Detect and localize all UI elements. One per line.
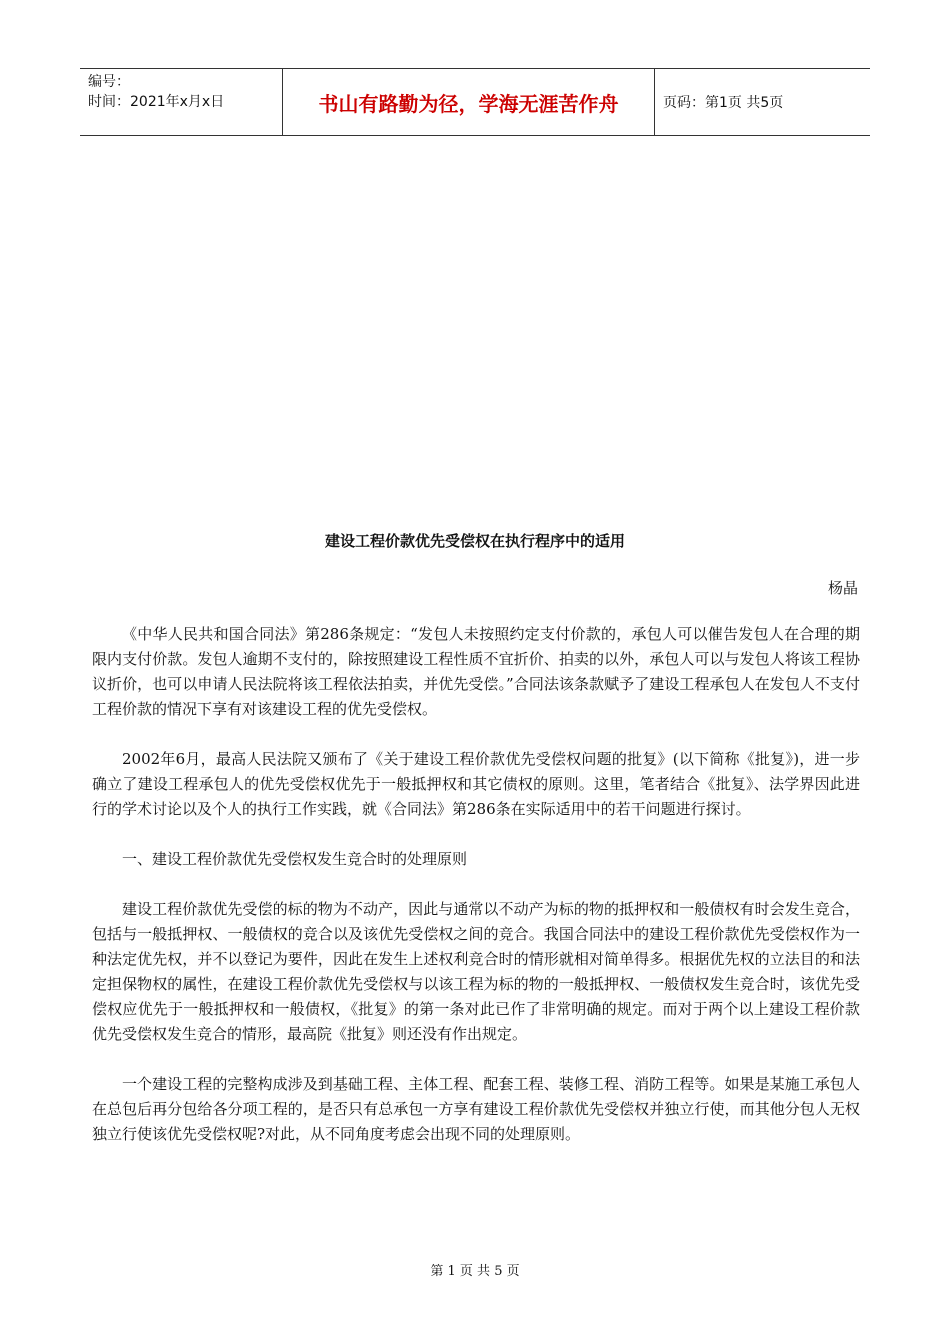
header-motto-cell — [282, 69, 655, 135]
paragraph: 一个建设工程的完整构成涉及到基础工程、主体工程、配套工程、装修工程、消防工程等。如果是某施工承包人在总包后再分包给各分项工程的，是否只有总承包一方享有建设工程价款优先受偿权并独立行使，而其他分包人无权独立行使该优先受偿权呢?对此，从不同角度考虑会出现不同的处理原则。 — [92, 1075, 860, 1143]
header-left-cell — [80, 69, 282, 135]
page-info: 页码：第1页 共5页 — [663, 95, 784, 111]
page-footer: 第 1 页 共 5 页 — [430, 1264, 520, 1279]
number-label: 编号： — [88, 74, 130, 90]
document-body — [92, 622, 860, 1172]
section-heading: 一、建设工程价款优先受偿权发生竞合时的处理原则 — [122, 850, 468, 868]
header-table — [80, 68, 870, 136]
document-author: 杨晶 — [827, 579, 858, 597]
paragraph: 建设工程价款优先受偿的标的物为不动产，因此与通常以不动产为标的物的抵押权和一般债权有时会发生竞合，包括与一般抵押权、一般债权的竞合以及该优先受偿权之间的竞合。我国合同法中的建设工程价款优先受偿权作为一种法定优先权，并不以登记为要件，因此在发生上述权利竞合时的情形就相对简单得多。根据优先权的立法目的和法定担保物权的属性，在建设工程价款优先受偿权与以该工程为标的物的一般抵押权、一般债权发生竞合时，该优先受偿权应优先于一般抵押权和一般债权，《批复》的第一条对此已作了非常明确的规定。而对于两个以上建设工程价款优先受偿权发生竞合的情形，最高院《批复》则还没有作出规定。 — [92, 900, 860, 1043]
motto-text: 书山有路勤为径，学海无涯苦作舟 — [318, 91, 619, 116]
document-title: 建设工程价款优先受偿权在执行程序中的适用 — [324, 532, 625, 550]
paragraph: 《中华人民共和国合同法》第286条规定：“发包人未按照约定支付价款的，承包人可以催告发包人在合理的期限内支付价款。发包人逾期不支付的，除按照建设工程性质不宜折价、拍卖的以外，承包人可以与发包人将该工程协议折价，也可以申请人民法院将该工程依法拍卖，并优先受偿。”合同法该条款赋予了建设工程承包人在发包人不支付工程价款的情况下享有对该建设工程的优先受偿权。 — [92, 625, 860, 718]
header-page-cell — [655, 69, 870, 135]
paragraph: 2002年6月，最高人民法院又颁布了《关于建设工程价款优先受偿权问题的批复》(以下简称《批复》)，进一步确立了建设工程承包人的优先受偿权优先于一般抵押权和其它债权的原则。这里，笔者结合《批复》、法学界因此进行的学术讨论以及个人的执行工作实践，就《合同法》第286条在实际适用中的若干问题进行探讨。 — [92, 750, 860, 818]
time-label: 时间：2021年x月x日 — [88, 94, 225, 110]
